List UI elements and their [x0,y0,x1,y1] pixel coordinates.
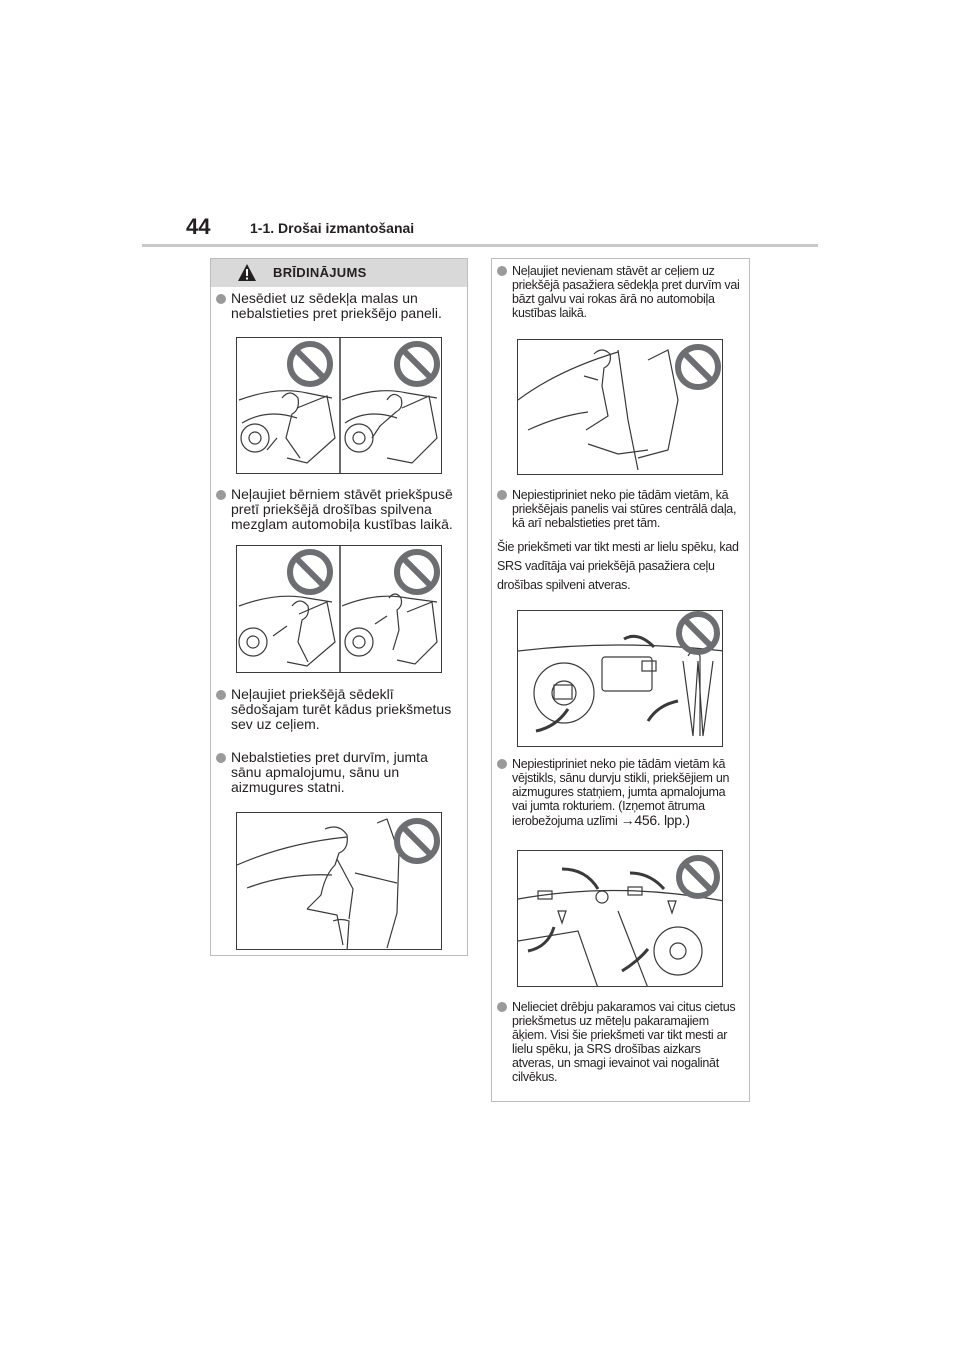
warning-item: Nesēdiet uz sēdekļa malas un nebalstieties pret priekšējo paneli. [216,291,462,321]
prohibition-icon [678,347,718,387]
bullet-icon [216,490,226,500]
caution-item: Nepiestipriniet neko pie tādām vietām kā vējstikls, sānu durvju stikli, priekšējiem un aizmugures statņiem, jumta apmalojuma vai jumta rokturiem. (Izņemot ātruma ierobežojuma uzlīmi →456. lpp.) [497,757,743,828]
warning-box [210,258,468,956]
section-title: 1-1. Drošai izmantošanai [250,220,415,236]
prohibition-icon [290,344,330,384]
bullet-icon [216,294,226,304]
illustration-windows-and-handles [517,850,723,987]
bullet-icon [216,753,226,763]
prohibition-icon [397,552,437,592]
illustration-sitting-on-seat-edge [236,337,442,474]
prohibition-icon [397,821,437,861]
bullet-icon [497,1002,507,1012]
prohibition-icon [679,858,717,896]
caution-note: Šie priekšmeti var tikt mesti ar lielu spēku, kad SRS vadītāja vai priekšējā pasažiera ceļu drošības spilveni atveras. [497,540,739,592]
bullet-icon [497,759,507,769]
prohibition-icon [397,344,437,384]
illustration-leaning-on-door [236,812,442,950]
warning-item: Neļaujiet priekšējā sēdeklī sēdošajam turēt kādus priekšmetus sev uz ceļiem. [216,687,462,732]
warning-item: Nebalstieties pret durvīm, jumta sānu apmalojumu, sānu un aizmugures statni. [216,750,462,795]
warning-triangle-icon [237,263,257,282]
warning-item: Neļaujiet bērniem stāvēt priekšpusē pretī priekšējā drošības spilvena mezglam automobiļa kustības laikā. [216,487,462,532]
warning-header [211,259,467,287]
prohibition-icon [679,614,717,652]
caution-item: Nepiestipriniet neko pie tādām vietām, kā priekšējais panelis vai stūres centrālā daļa, kā arī nebalstieties pret tām. [497,488,743,530]
prohibition-icon [290,552,330,592]
right-column-box [491,258,750,1102]
warning-title: BRĪDINĀJUMS [273,265,367,280]
bullet-icon [497,490,507,500]
bullet-icon [497,266,507,276]
illustration-kneeling-on-seat [517,339,723,475]
page-reference-link[interactable]: →456. lpp.) [620,812,690,828]
illustration-dashboard-objects [517,610,723,747]
header-divider [142,244,818,247]
caution-item: Nelieciet drēbju pakaramos vai citus cietus priekšmetus uz mēteļu pakaramajiem āķiem. Visi šie priekšmeti var tikt mesti ar lielu spēku, ja SRS drošības aizkars atveras, un smagi ievainot vai nogalināt cilvēkus. [497,1000,743,1084]
page-number: 44 [186,214,211,239]
illustration-children-standing [236,545,442,673]
bullet-icon [216,690,226,700]
caution-item: Neļaujiet nevienam stāvēt ar ceļiem uz priekšējā pasažiera sēdekļa pret durvīm vai bāzt galvu vai rokas ārā no automobiļa kustības laikā. [497,264,743,320]
